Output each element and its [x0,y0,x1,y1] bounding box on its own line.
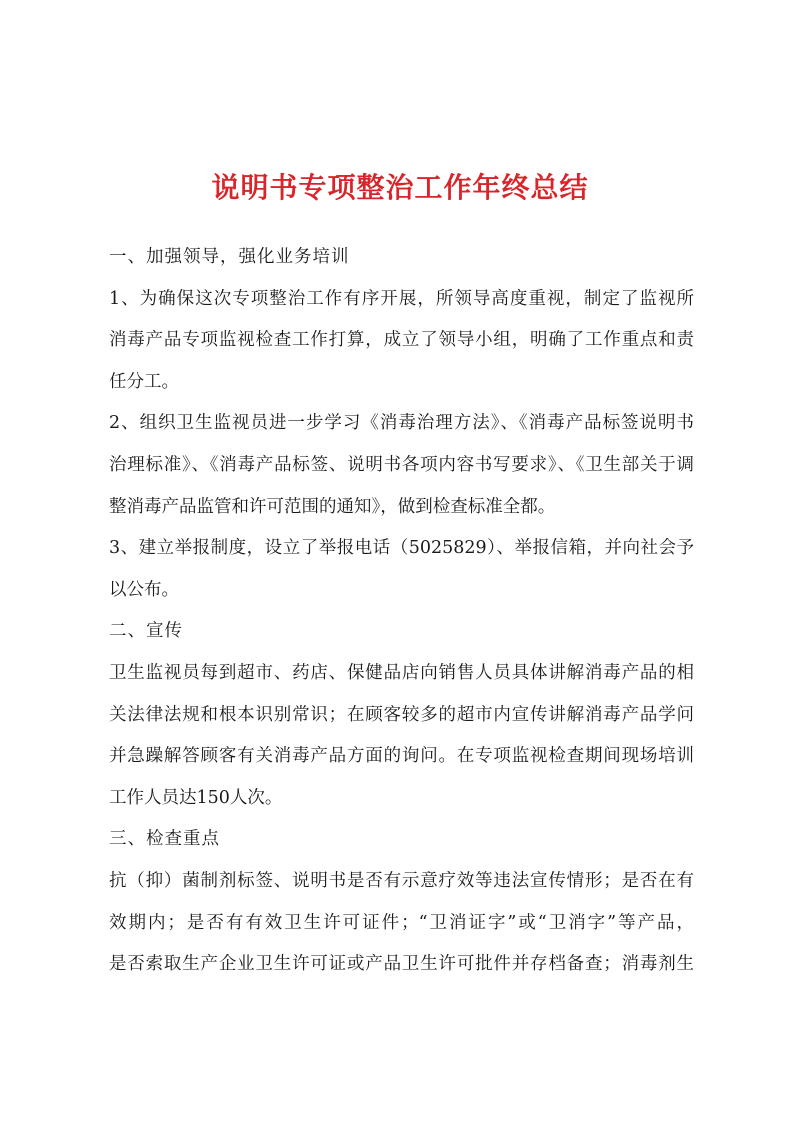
body-line: 1、为确保这次专项整治工作有序开展，所领导高度重视，制定了监视所 [109,288,694,309]
body-line: 整消毒产品监管和许可范围的通知》，做到检查标准全都。 [109,496,556,517]
document-title: 说明书专项整治工作年终总结 [211,171,589,204]
body-line: 工作人员达150人次。 [109,787,283,808]
body-line: 治理标准》、《消毒产品标签、说明书各项内容书写要求》、《卫生部关于调 [109,454,694,475]
body-line: 二、宣传 [109,621,183,642]
body-line: 消毒产品专项监视检查工作打算，成立了领导小组，明确了工作重点和责 [109,330,694,351]
body-line: 效期内；是否有有效卫生许可证件；“卫消证字”或“卫消字”等产品， [109,912,694,933]
document-body [109,243,694,992]
body-line: 任分工。 [109,371,179,392]
body-line: 3、建立举报制度，设立了举报电话（5025829）、举报信箱，并向社会予 [109,538,694,559]
body-line: 抗（抑）菌制剂标签、说明书是否有示意疗效等违法宣传情形；是否在有 [109,870,694,891]
body-line: 卫生监视员每到超市、药店、保健品店向销售人员具体讲解消毒产品的相 [109,662,694,683]
body-line: 以公布。 [109,579,179,600]
body-line: 三、检查重点 [109,829,220,850]
body-line: 一、加强领导，强化业务培训 [109,247,350,267]
body-line: 是否索取生产企业卫生许可证或产品卫生许可批件并存档备查；消毒剂生 [109,954,694,975]
body-line: 并急躁解答顾客有关消毒产品方面的询问。在专项监视检查期间现场培训 [109,746,694,767]
body-line: 关法律法规和根本识别常识；在顾客较多的超市内宣传讲解消毒产品学问 [109,704,694,725]
body-line: 2、组织卫生监视员进一步学习《消毒治理方法》、《消毒产品标签说明书 [109,413,694,434]
